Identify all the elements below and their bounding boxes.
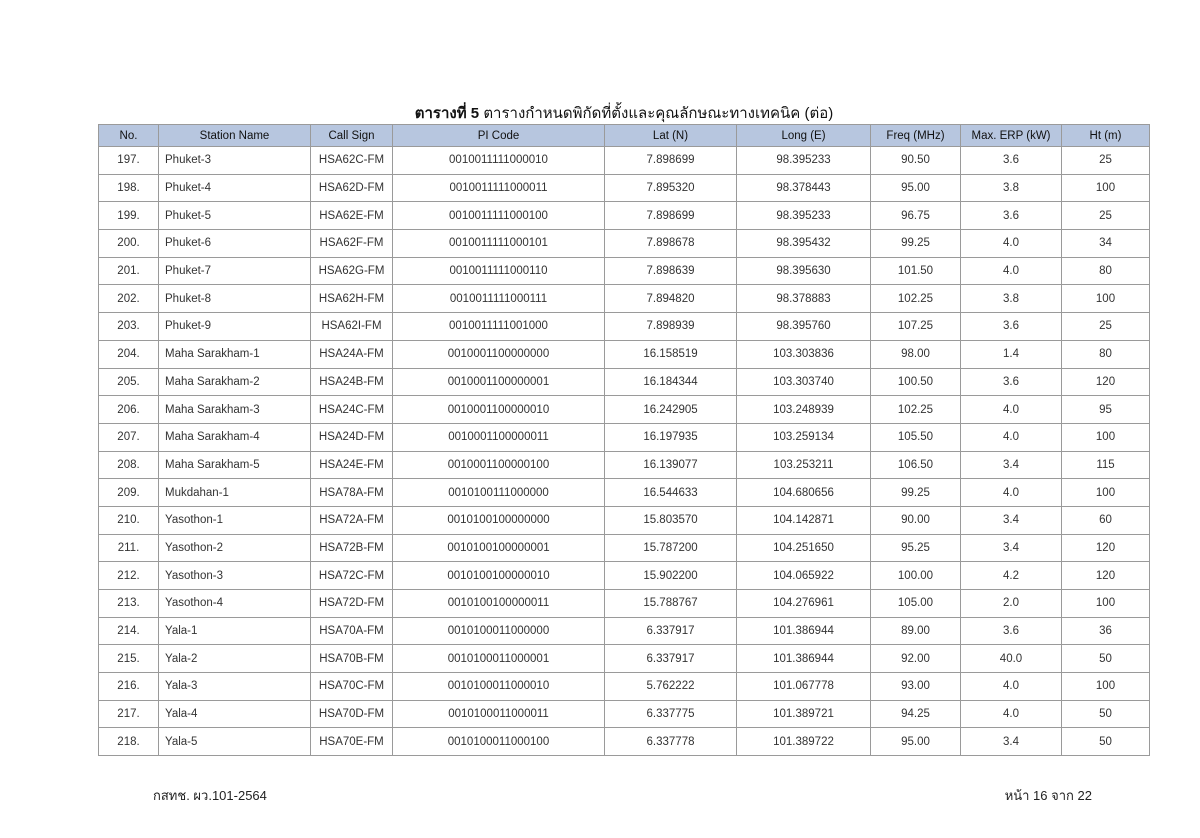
page-number: หน้า 16 จาก 22 (1004, 788, 1092, 803)
cell-lat: 16.197935 (605, 423, 737, 451)
cell-max-erp: 3.4 (961, 506, 1062, 534)
cell-pi-code: 0010001100000000 (393, 340, 605, 368)
cell-height: 95 (1062, 396, 1150, 424)
cell-no: 211. (99, 534, 159, 562)
cell-lat: 7.898678 (605, 230, 737, 258)
table-caption-text: ตารางกำหนดพิกัดที่ตั้งและคุณลักษณะทางเทคนิค (ต่อ) (483, 105, 834, 122)
cell-pi-code: 0010100011000000 (393, 617, 605, 645)
cell-freq: 99.25 (871, 230, 961, 258)
cell-height: 120 (1062, 534, 1150, 562)
column-header-call-sign: Call Sign (311, 125, 393, 147)
cell-long: 98.395760 (737, 313, 871, 341)
cell-pi-code: 0010100111000000 (393, 479, 605, 507)
cell-lat: 5.762222 (605, 673, 737, 701)
cell-freq: 105.50 (871, 423, 961, 451)
cell-lat: 6.337917 (605, 617, 737, 645)
cell-freq: 95.00 (871, 728, 961, 756)
cell-freq: 89.00 (871, 617, 961, 645)
cell-max-erp: 4.0 (961, 700, 1062, 728)
cell-call-sign: HSA24D-FM (311, 423, 393, 451)
cell-max-erp: 3.6 (961, 313, 1062, 341)
column-header-height: Ht (m) (1062, 125, 1150, 147)
cell-lat: 7.898699 (605, 147, 737, 175)
cell-freq: 95.25 (871, 534, 961, 562)
cell-pi-code: 0010011111000110 (393, 257, 605, 285)
cell-freq: 100.50 (871, 368, 961, 396)
cell-pi-code: 0010001100000100 (393, 451, 605, 479)
cell-lat: 15.787200 (605, 534, 737, 562)
cell-no: 212. (99, 562, 159, 590)
cell-long: 98.378443 (737, 174, 871, 202)
cell-call-sign: HSA72C-FM (311, 562, 393, 590)
cell-long: 104.251650 (737, 534, 871, 562)
cell-height: 80 (1062, 257, 1150, 285)
cell-lat: 16.139077 (605, 451, 737, 479)
cell-max-erp: 2.0 (961, 590, 1062, 618)
cell-max-erp: 4.2 (961, 562, 1062, 590)
cell-freq: 102.25 (871, 285, 961, 313)
cell-call-sign: HSA62F-FM (311, 230, 393, 258)
table-caption (0, 101, 1200, 125)
table-row (99, 368, 1150, 396)
column-header-no: No. (99, 125, 159, 147)
cell-station-name: Mukdahan-1 (159, 479, 311, 507)
cell-height: 50 (1062, 700, 1150, 728)
cell-call-sign: HSA62H-FM (311, 285, 393, 313)
station-table (98, 124, 1150, 756)
cell-max-erp: 4.0 (961, 479, 1062, 507)
cell-call-sign: HSA24B-FM (311, 368, 393, 396)
cell-pi-code: 0010001100000011 (393, 423, 605, 451)
table-row (99, 423, 1150, 451)
cell-height: 120 (1062, 562, 1150, 590)
table-row (99, 479, 1150, 507)
cell-max-erp: 4.0 (961, 230, 1062, 258)
cell-height: 100 (1062, 590, 1150, 618)
cell-height: 50 (1062, 728, 1150, 756)
cell-height: 25 (1062, 147, 1150, 175)
cell-no: 213. (99, 590, 159, 618)
cell-freq: 90.00 (871, 506, 961, 534)
cell-height: 115 (1062, 451, 1150, 479)
cell-station-name: Yala-4 (159, 700, 311, 728)
table-row (99, 506, 1150, 534)
column-header-freq: Freq (MHz) (871, 125, 961, 147)
cell-station-name: Phuket-7 (159, 257, 311, 285)
cell-pi-code: 0010100100000000 (393, 506, 605, 534)
cell-call-sign: HSA62G-FM (311, 257, 393, 285)
table-row (99, 590, 1150, 618)
cell-long: 98.395233 (737, 147, 871, 175)
cell-station-name: Maha Sarakham-2 (159, 368, 311, 396)
cell-pi-code: 0010011111000111 (393, 285, 605, 313)
cell-lat: 16.544633 (605, 479, 737, 507)
cell-no: 218. (99, 728, 159, 756)
cell-freq: 99.25 (871, 479, 961, 507)
cell-no: 217. (99, 700, 159, 728)
cell-station-name: Phuket-6 (159, 230, 311, 258)
cell-no: 216. (99, 673, 159, 701)
cell-freq: 95.00 (871, 174, 961, 202)
cell-max-erp: 3.4 (961, 728, 1062, 756)
table-row (99, 451, 1150, 479)
cell-long: 101.067778 (737, 673, 871, 701)
cell-long: 103.303740 (737, 368, 871, 396)
cell-freq: 102.25 (871, 396, 961, 424)
cell-long: 104.276961 (737, 590, 871, 618)
cell-height: 120 (1062, 368, 1150, 396)
cell-freq: 100.00 (871, 562, 961, 590)
cell-call-sign: HSA72D-FM (311, 590, 393, 618)
column-header-pi-code: PI Code (393, 125, 605, 147)
cell-call-sign: HSA78A-FM (311, 479, 393, 507)
cell-pi-code: 0010100100000001 (393, 534, 605, 562)
cell-no: 204. (99, 340, 159, 368)
cell-height: 25 (1062, 202, 1150, 230)
cell-pi-code: 0010100100000010 (393, 562, 605, 590)
cell-station-name: Maha Sarakham-5 (159, 451, 311, 479)
cell-call-sign: HSA62I-FM (311, 313, 393, 341)
cell-freq: 94.25 (871, 700, 961, 728)
cell-call-sign: HSA62D-FM (311, 174, 393, 202)
cell-pi-code: 0010100011000010 (393, 673, 605, 701)
cell-long: 98.395233 (737, 202, 871, 230)
cell-station-name: Yasothon-4 (159, 590, 311, 618)
cell-station-name: Yasothon-2 (159, 534, 311, 562)
cell-long: 98.395630 (737, 257, 871, 285)
cell-no: 215. (99, 645, 159, 673)
cell-no: 208. (99, 451, 159, 479)
table-row (99, 313, 1150, 341)
cell-call-sign: HSA70C-FM (311, 673, 393, 701)
table-row (99, 202, 1150, 230)
cell-lat: 6.337778 (605, 728, 737, 756)
cell-station-name: Maha Sarakham-1 (159, 340, 311, 368)
cell-freq: 93.00 (871, 673, 961, 701)
cell-lat: 15.788767 (605, 590, 737, 618)
cell-call-sign: HSA24E-FM (311, 451, 393, 479)
cell-station-name: Maha Sarakham-3 (159, 396, 311, 424)
cell-height: 36 (1062, 617, 1150, 645)
table-row (99, 700, 1150, 728)
cell-pi-code: 0010011111000011 (393, 174, 605, 202)
cell-no: 205. (99, 368, 159, 396)
cell-max-erp: 3.6 (961, 147, 1062, 175)
cell-no: 199. (99, 202, 159, 230)
cell-lat: 7.898699 (605, 202, 737, 230)
cell-lat: 6.337775 (605, 700, 737, 728)
table-row (99, 562, 1150, 590)
cell-long: 104.142871 (737, 506, 871, 534)
cell-freq: 90.50 (871, 147, 961, 175)
cell-no: 201. (99, 257, 159, 285)
cell-max-erp: 3.6 (961, 368, 1062, 396)
cell-no: 203. (99, 313, 159, 341)
cell-long: 101.386944 (737, 617, 871, 645)
cell-station-name: Yasothon-1 (159, 506, 311, 534)
cell-height: 100 (1062, 423, 1150, 451)
cell-long: 101.389721 (737, 700, 871, 728)
table-row (99, 340, 1150, 368)
cell-freq: 92.00 (871, 645, 961, 673)
cell-no: 200. (99, 230, 159, 258)
cell-height: 50 (1062, 645, 1150, 673)
cell-lat: 7.898639 (605, 257, 737, 285)
cell-call-sign: HSA72A-FM (311, 506, 393, 534)
cell-call-sign: HSA70A-FM (311, 617, 393, 645)
table-row (99, 728, 1150, 756)
cell-call-sign: HSA72B-FM (311, 534, 393, 562)
cell-station-name: Yasothon-3 (159, 562, 311, 590)
cell-pi-code: 0010100011000001 (393, 645, 605, 673)
cell-pi-code: 0010100011000100 (393, 728, 605, 756)
cell-pi-code: 0010011111000101 (393, 230, 605, 258)
cell-height: 100 (1062, 673, 1150, 701)
column-header-max-erp: Max. ERP (kW) (961, 125, 1062, 147)
cell-height: 100 (1062, 479, 1150, 507)
table-row (99, 673, 1150, 701)
cell-height: 60 (1062, 506, 1150, 534)
cell-station-name: Maha Sarakham-4 (159, 423, 311, 451)
cell-call-sign: HSA70D-FM (311, 700, 393, 728)
cell-max-erp: 1.4 (961, 340, 1062, 368)
cell-max-erp: 4.0 (961, 423, 1062, 451)
cell-no: 210. (99, 506, 159, 534)
table-row (99, 174, 1150, 202)
cell-station-name: Yala-5 (159, 728, 311, 756)
table-row (99, 147, 1150, 175)
table-row (99, 534, 1150, 562)
cell-lat: 7.894820 (605, 285, 737, 313)
cell-height: 25 (1062, 313, 1150, 341)
cell-freq: 106.50 (871, 451, 961, 479)
cell-lat: 16.158519 (605, 340, 737, 368)
cell-max-erp: 3.4 (961, 451, 1062, 479)
cell-no: 202. (99, 285, 159, 313)
cell-call-sign: HSA24C-FM (311, 396, 393, 424)
cell-lat: 6.337917 (605, 645, 737, 673)
cell-freq: 107.25 (871, 313, 961, 341)
cell-long: 103.248939 (737, 396, 871, 424)
column-header-long: Long (E) (737, 125, 871, 147)
cell-lat: 15.902200 (605, 562, 737, 590)
cell-no: 197. (99, 147, 159, 175)
cell-long: 98.395432 (737, 230, 871, 258)
cell-call-sign: HSA70E-FM (311, 728, 393, 756)
cell-max-erp: 3.8 (961, 285, 1062, 313)
cell-station-name: Yala-3 (159, 673, 311, 701)
cell-max-erp: 3.6 (961, 202, 1062, 230)
document-reference: กสทช. ผว.101-2564 (153, 788, 267, 803)
cell-long: 98.378883 (737, 285, 871, 313)
cell-no: 209. (99, 479, 159, 507)
cell-lat: 15.803570 (605, 506, 737, 534)
table-header (99, 125, 1150, 147)
cell-pi-code: 0010001100000010 (393, 396, 605, 424)
cell-lat: 7.898939 (605, 313, 737, 341)
cell-max-erp: 4.0 (961, 396, 1062, 424)
cell-long: 103.303836 (737, 340, 871, 368)
cell-station-name: Phuket-9 (159, 313, 311, 341)
cell-no: 207. (99, 423, 159, 451)
cell-max-erp: 40.0 (961, 645, 1062, 673)
cell-pi-code: 0010001100000001 (393, 368, 605, 396)
column-header-lat: Lat (N) (605, 125, 737, 147)
cell-max-erp: 4.0 (961, 673, 1062, 701)
cell-lat: 16.242905 (605, 396, 737, 424)
cell-pi-code: 0010100100000011 (393, 590, 605, 618)
table-row (99, 285, 1150, 313)
cell-long: 101.386944 (737, 645, 871, 673)
cell-height: 34 (1062, 230, 1150, 258)
table-row (99, 396, 1150, 424)
table-body (99, 147, 1150, 756)
cell-pi-code: 0010100011000011 (393, 700, 605, 728)
cell-freq: 98.00 (871, 340, 961, 368)
table-row (99, 645, 1150, 673)
cell-station-name: Phuket-4 (159, 174, 311, 202)
cell-long: 101.389722 (737, 728, 871, 756)
cell-station-name: Phuket-3 (159, 147, 311, 175)
cell-station-name: Phuket-8 (159, 285, 311, 313)
cell-max-erp: 3.8 (961, 174, 1062, 202)
cell-station-name: Phuket-5 (159, 202, 311, 230)
table-row (99, 617, 1150, 645)
cell-station-name: Yala-2 (159, 645, 311, 673)
cell-long: 104.065922 (737, 562, 871, 590)
cell-lat: 7.895320 (605, 174, 737, 202)
cell-max-erp: 4.0 (961, 257, 1062, 285)
cell-lat: 16.184344 (605, 368, 737, 396)
cell-call-sign: HSA62C-FM (311, 147, 393, 175)
cell-call-sign: HSA62E-FM (311, 202, 393, 230)
cell-pi-code: 0010011111001000 (393, 313, 605, 341)
cell-no: 198. (99, 174, 159, 202)
cell-pi-code: 0010011111000100 (393, 202, 605, 230)
header-row (99, 125, 1150, 147)
cell-pi-code: 0010011111000010 (393, 147, 605, 175)
cell-freq: 101.50 (871, 257, 961, 285)
cell-height: 80 (1062, 340, 1150, 368)
table-row (99, 257, 1150, 285)
cell-height: 100 (1062, 174, 1150, 202)
cell-long: 103.259134 (737, 423, 871, 451)
cell-call-sign: HSA24A-FM (311, 340, 393, 368)
cell-long: 104.680656 (737, 479, 871, 507)
cell-max-erp: 3.6 (961, 617, 1062, 645)
cell-call-sign: HSA70B-FM (311, 645, 393, 673)
cell-long: 103.253211 (737, 451, 871, 479)
cell-no: 214. (99, 617, 159, 645)
cell-freq: 105.00 (871, 590, 961, 618)
table-row (99, 230, 1150, 258)
column-header-station-name: Station Name (159, 125, 311, 147)
cell-height: 100 (1062, 285, 1150, 313)
cell-max-erp: 3.4 (961, 534, 1062, 562)
table-caption-number: ตารางที่ 5 (414, 105, 480, 122)
cell-freq: 96.75 (871, 202, 961, 230)
cell-station-name: Yala-1 (159, 617, 311, 645)
cell-no: 206. (99, 396, 159, 424)
